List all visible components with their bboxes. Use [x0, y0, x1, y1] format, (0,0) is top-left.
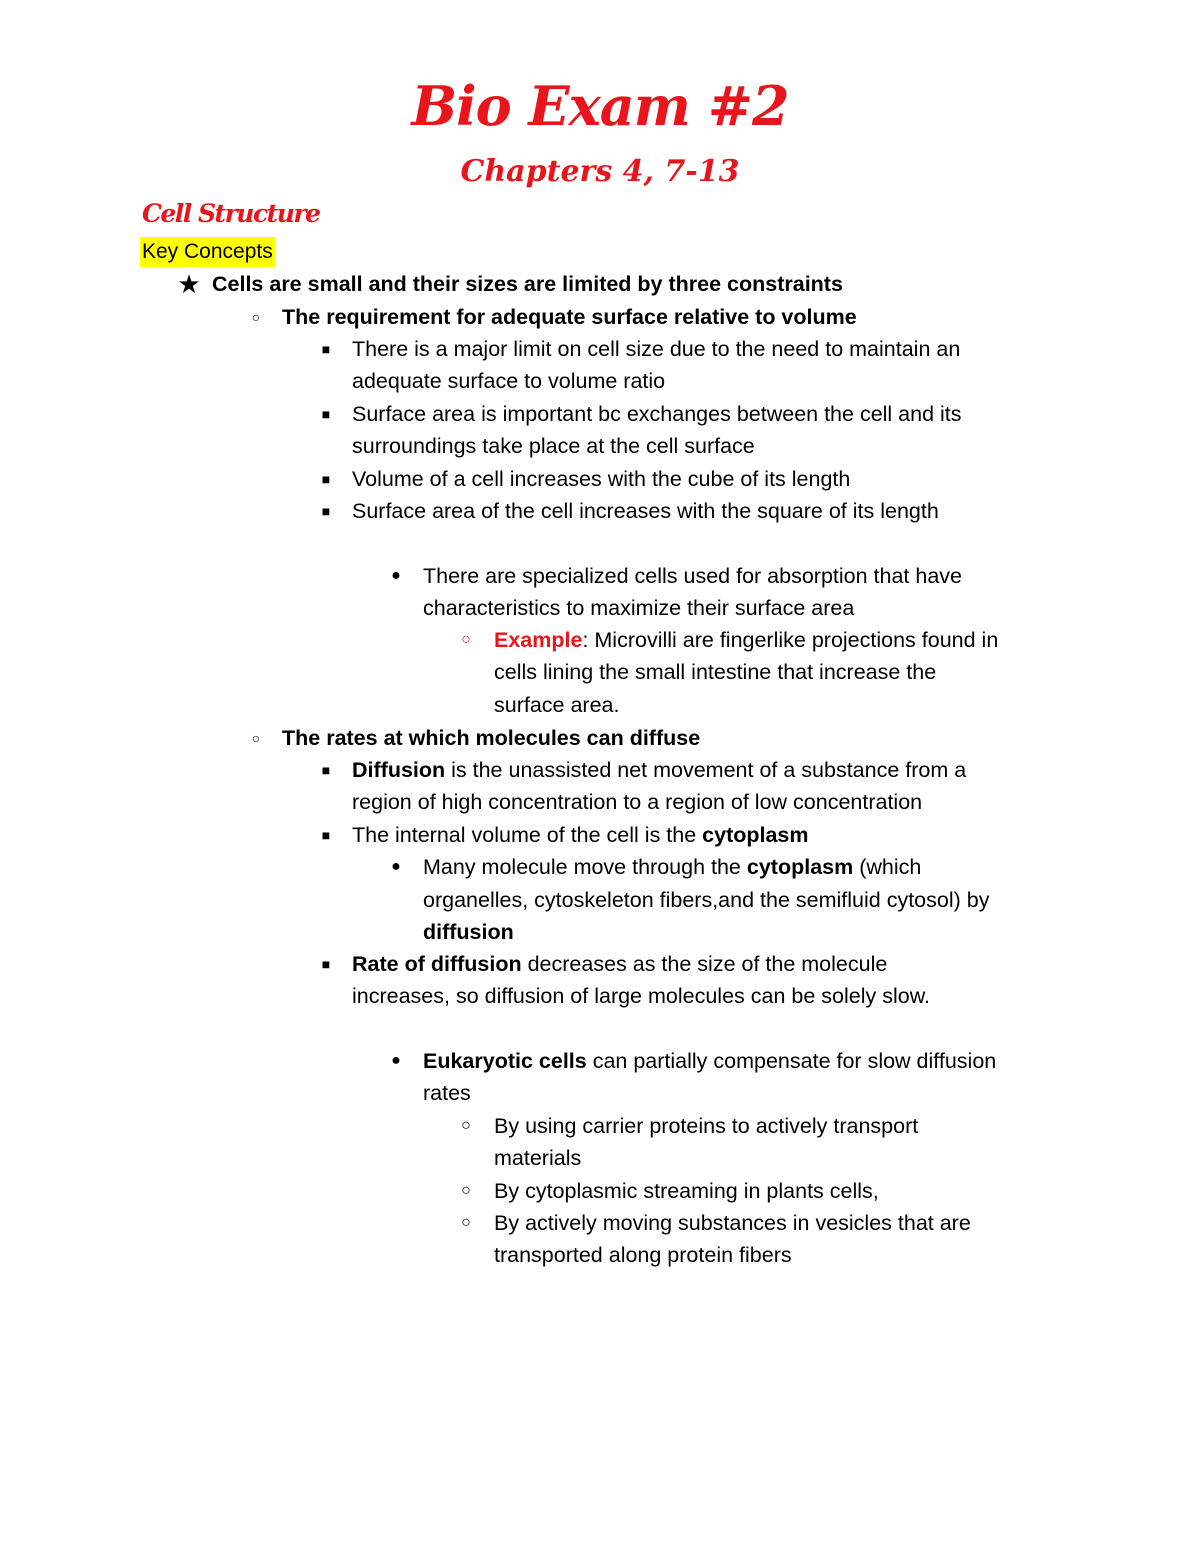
note-text: decreases as the size of the molecule	[521, 952, 888, 976]
note-line: materials	[494, 1146, 582, 1170]
note-line: By using carrier proteins to actively transport	[494, 1114, 919, 1138]
note-line: Surface area is important bc exchanges between the cell and its	[352, 402, 962, 426]
term-bold: Diffusion	[352, 758, 446, 782]
note-text: (which	[853, 855, 922, 879]
term-bold: Eukaryotic cells	[423, 1049, 587, 1073]
square-bullet-icon: ■	[321, 503, 331, 519]
note-text: The internal volume of the cell is the	[352, 823, 703, 847]
term-bold: cytoplasm	[702, 823, 809, 847]
note-line: region of high concentration to a region of low concentration	[352, 790, 923, 814]
note-line	[423, 851, 921, 883]
note-line	[494, 624, 998, 656]
note-line: transported along protein fibers	[494, 1243, 792, 1267]
note-line	[352, 754, 966, 786]
square-bullet-icon: ■	[321, 341, 331, 357]
example-text: : Microvilli are fingerlike projections found in	[582, 628, 999, 652]
note-line	[352, 819, 809, 851]
note-text: is the unassisted net movement of a substance from a	[445, 758, 967, 782]
page-title: Bio Exam #2	[411, 74, 789, 138]
dot-bullet-icon: ●	[391, 858, 401, 875]
note-line: organelles, cytoskeleton fibers,and the semifluid cytosol) by	[423, 888, 990, 912]
term-bold: cytoplasm	[746, 855, 854, 879]
hollow-bullet-icon: ○	[251, 309, 261, 325]
ring-bullet-icon: ○	[461, 1182, 471, 1199]
star-bullet-icon: ★	[177, 269, 201, 299]
concept-line: Cells are small and their sizes are limited by three constraints	[212, 272, 843, 296]
note-line: surface area.	[494, 693, 620, 717]
ring-bullet-icon: ○	[461, 1214, 471, 1231]
example-label: Example	[494, 628, 583, 652]
square-bullet-icon: ■	[321, 762, 331, 778]
note-line: By actively moving substances in vesicles that are	[494, 1211, 971, 1235]
note-text: Many molecule move through the	[423, 855, 747, 879]
note-line: characteristics to maximize their surface area	[423, 596, 855, 620]
note-line: Volume of a cell increases with the cube of its length	[352, 467, 851, 491]
note-line: There are specialized cells used for absorption that have	[423, 564, 963, 588]
note-line: cells lining the small intestine that increase the	[494, 660, 937, 684]
dot-bullet-icon: ●	[391, 567, 401, 584]
term-bold: Rate of diffusion	[352, 952, 522, 976]
note-line: increases, so diffusion of large molecules can be solely slow.	[352, 984, 931, 1008]
concept-line: The rates at which molecules can diffuse	[282, 726, 701, 750]
note-line: rates	[423, 1081, 471, 1105]
section-heading: Cell Structure	[142, 199, 320, 228]
note-line: There is a major limit on cell size due to the need to maintain an	[352, 337, 961, 361]
concept-line: The requirement for adequate surface relative to volume	[282, 305, 857, 329]
note-line	[423, 1045, 996, 1077]
note-line: adequate surface to volume ratio	[352, 369, 666, 393]
page-subtitle: Chapters 4, 7-13	[460, 154, 740, 189]
note-line: surroundings take place at the cell surface	[352, 434, 755, 458]
square-bullet-icon: ■	[321, 406, 331, 422]
note-text: can partially compensate for slow diffusion	[586, 1049, 997, 1073]
key-concepts-label: Key Concepts	[140, 237, 275, 267]
note-line: By cytoplasmic streaming in plants cells,	[494, 1179, 879, 1203]
dot-bullet-icon: ●	[391, 1052, 401, 1069]
note-line: diffusion	[423, 920, 514, 944]
square-bullet-icon: ■	[321, 956, 331, 972]
ring-bullet-icon: ○	[461, 1117, 471, 1134]
note-line: Surface area of the cell increases with the square of its length	[352, 499, 939, 523]
ring-bullet-icon: ○	[461, 631, 471, 648]
note-line	[352, 948, 887, 980]
hollow-bullet-icon: ○	[251, 730, 261, 746]
square-bullet-icon: ■	[321, 471, 331, 487]
square-bullet-icon: ■	[321, 827, 331, 843]
